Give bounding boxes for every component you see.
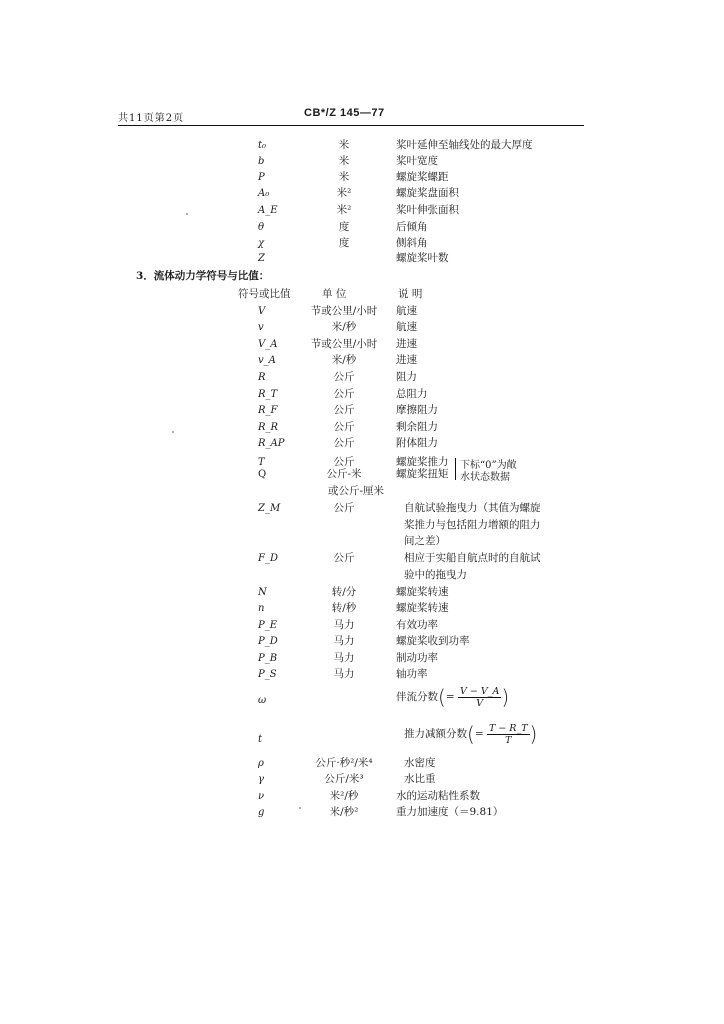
unit: 米² bbox=[336, 204, 352, 216]
symbol-row bbox=[0, 138, 724, 153]
symbol: t bbox=[258, 734, 263, 745]
unit: 米/秒 bbox=[331, 354, 357, 366]
description: 重力加速度（＝9.81） bbox=[396, 806, 504, 818]
paren-open: ( bbox=[467, 722, 475, 746]
description: 进速 bbox=[396, 338, 417, 350]
symbol: N bbox=[258, 587, 267, 598]
unit: 公斤 bbox=[333, 552, 355, 564]
description: 间之差） bbox=[404, 535, 446, 547]
unit: 马力 bbox=[333, 652, 355, 664]
symbol: R_AP bbox=[258, 438, 285, 449]
description: 有效功率 bbox=[396, 619, 438, 631]
column-header-symbol: 符号或比值 bbox=[238, 288, 291, 300]
description: 侧斜角 bbox=[396, 237, 428, 249]
denominator: T bbox=[505, 734, 512, 746]
unit: 公斤 bbox=[333, 456, 355, 468]
description: 剩余阻力 bbox=[396, 421, 438, 433]
symbol: V bbox=[258, 306, 266, 317]
column-header-unit: 单 位 bbox=[322, 288, 347, 300]
unit: 米 bbox=[338, 171, 350, 183]
scan-speck bbox=[172, 431, 174, 433]
brace bbox=[455, 458, 458, 480]
symbol-row bbox=[0, 436, 724, 451]
description: 螺旋桨转速 bbox=[396, 602, 449, 614]
unit: 度 bbox=[338, 221, 350, 233]
formula-label: 伴流分数 bbox=[396, 691, 438, 703]
unit-alt-row bbox=[0, 484, 724, 499]
description: 轴功率 bbox=[396, 668, 428, 680]
description: 制动功率 bbox=[396, 652, 438, 664]
description: 验中的拖曳力 bbox=[404, 569, 467, 581]
description: 螺旋桨收到功率 bbox=[396, 635, 470, 647]
description: 进速 bbox=[396, 354, 417, 366]
symbol-row bbox=[0, 651, 724, 666]
symbol: P bbox=[258, 172, 265, 183]
description: 水比重 bbox=[404, 773, 436, 785]
fraction bbox=[487, 723, 530, 746]
symbol: A_E bbox=[258, 205, 278, 216]
symbol: R bbox=[258, 372, 266, 383]
symbol-row bbox=[0, 601, 724, 616]
symbol-row bbox=[0, 387, 724, 402]
unit: 公斤 bbox=[333, 502, 355, 514]
description-continuation bbox=[0, 518, 724, 533]
description: 后倾角 bbox=[396, 221, 428, 233]
brace-note: 水状态数据 bbox=[460, 472, 510, 483]
scan-speck bbox=[299, 807, 301, 809]
symbol-row-torque bbox=[0, 467, 724, 482]
description: 桨叶宽度 bbox=[396, 155, 438, 167]
symbol: b bbox=[258, 156, 265, 167]
description: 水密度 bbox=[404, 757, 436, 769]
unit: 米²/秒 bbox=[329, 790, 359, 802]
symbol: n bbox=[258, 603, 265, 614]
symbol: R_R bbox=[258, 422, 279, 433]
description-continuation bbox=[0, 568, 724, 583]
unit: 公斤-米 bbox=[326, 468, 362, 480]
fraction bbox=[458, 686, 501, 709]
denominator: V bbox=[476, 697, 484, 709]
paren-close: ) bbox=[501, 685, 510, 709]
paren-open: ( bbox=[438, 685, 446, 709]
unit: 度 bbox=[338, 237, 350, 249]
thrust-deduction-formula bbox=[404, 722, 537, 746]
section-title: 3．流体动力学符号与比值： bbox=[136, 270, 270, 282]
description: 螺旋桨螺距 bbox=[396, 171, 449, 183]
unit: 公斤 bbox=[333, 421, 355, 433]
symbol: ν bbox=[258, 791, 265, 802]
symbol: V_A bbox=[258, 339, 278, 350]
symbol: P_B bbox=[258, 653, 278, 664]
description: 桨叶延伸至轴线处的最大厚度 bbox=[396, 139, 533, 151]
symbol: P_S bbox=[258, 669, 277, 680]
symbol-row-thrust-deduction bbox=[0, 732, 724, 747]
unit: 公斤 bbox=[333, 371, 355, 383]
symbol: T bbox=[258, 457, 265, 468]
symbol: P_E bbox=[258, 620, 278, 631]
unit: 转/分 bbox=[331, 586, 357, 598]
symbol-row bbox=[0, 756, 724, 771]
symbol: Q bbox=[258, 469, 267, 480]
description: 螺旋桨扭矩 bbox=[396, 468, 449, 480]
description: 螺旋桨转速 bbox=[396, 586, 449, 598]
unit: 米² bbox=[336, 187, 352, 199]
description: 螺旋桨推力 bbox=[396, 456, 449, 468]
symbol-row bbox=[0, 220, 724, 235]
description: 螺旋桨盘面积 bbox=[396, 187, 459, 199]
page-number-label: 共11页第2页 bbox=[118, 113, 185, 124]
unit: 公斤 bbox=[333, 388, 355, 400]
symbol: Z_M bbox=[258, 503, 281, 514]
unit: 马力 bbox=[333, 668, 355, 680]
unit: 或公斤-厘米 bbox=[327, 485, 385, 497]
document-code: CB*/Z 145—77 bbox=[304, 107, 385, 119]
description: 总阻力 bbox=[396, 388, 428, 400]
header-rule bbox=[118, 125, 584, 126]
symbol: R_T bbox=[258, 389, 278, 400]
description: 螺旋桨叶数 bbox=[396, 252, 449, 264]
symbol-row bbox=[0, 154, 724, 169]
description-continuation bbox=[0, 534, 724, 549]
page-header bbox=[118, 105, 584, 125]
unit: 公斤 bbox=[333, 437, 355, 449]
unit: 公斤·秒²/米⁴ bbox=[315, 757, 373, 769]
symbol-row bbox=[0, 353, 724, 368]
symbol-row bbox=[0, 420, 724, 435]
symbol: g bbox=[258, 807, 265, 818]
symbol: γ bbox=[258, 774, 264, 785]
symbol: ω bbox=[258, 695, 267, 706]
symbol-row bbox=[0, 236, 724, 251]
symbol-row bbox=[0, 805, 724, 820]
symbol-row bbox=[0, 634, 724, 649]
paren-close: ) bbox=[529, 722, 538, 746]
symbol-row bbox=[0, 618, 724, 633]
symbol: P_D bbox=[258, 636, 278, 647]
symbol-row bbox=[0, 186, 724, 201]
symbol-row bbox=[0, 501, 724, 516]
symbol-row bbox=[0, 370, 724, 385]
unit: 米/秒 bbox=[331, 321, 357, 333]
symbol-row bbox=[0, 772, 724, 787]
column-header-description: 说 明 bbox=[398, 288, 423, 300]
symbol: Z bbox=[258, 253, 265, 264]
symbol-row bbox=[0, 304, 724, 319]
symbol: t₀ bbox=[258, 140, 267, 151]
scan-speck bbox=[186, 213, 188, 215]
wake-formula bbox=[396, 685, 509, 709]
symbol-row-wake bbox=[0, 693, 724, 708]
symbol-row bbox=[0, 320, 724, 335]
symbol-row bbox=[0, 551, 724, 566]
unit: 米 bbox=[338, 139, 350, 151]
description: 阻力 bbox=[396, 371, 417, 383]
brace-note: 下标“0”为敞 bbox=[460, 460, 517, 471]
unit: 节或公里/小时 bbox=[310, 305, 378, 317]
description: 摩擦阻力 bbox=[396, 404, 438, 416]
symbol: A₀ bbox=[258, 188, 270, 199]
symbol-row bbox=[0, 789, 724, 804]
symbol-row bbox=[0, 403, 724, 418]
description: 水的运动粘性系数 bbox=[396, 790, 480, 802]
description: 附体阻力 bbox=[396, 437, 438, 449]
unit: 节或公里/小时 bbox=[310, 338, 378, 350]
description: 航速 bbox=[396, 305, 417, 317]
unit: 马力 bbox=[333, 619, 355, 631]
symbol-row bbox=[0, 667, 724, 682]
description: 桨推力与包括阻力增额的阻力 bbox=[404, 519, 541, 531]
description: 桨叶伸张面积 bbox=[396, 204, 459, 216]
symbol: v_A bbox=[258, 355, 276, 366]
symbol: χ bbox=[258, 238, 265, 249]
symbol-row bbox=[0, 585, 724, 600]
description: 航速 bbox=[396, 321, 417, 333]
description: 相应于实船自航点时的自航试 bbox=[404, 552, 541, 564]
unit: 米/秒² bbox=[329, 806, 359, 818]
symbol-row bbox=[0, 251, 724, 266]
numerator: V − V_A bbox=[459, 685, 500, 697]
symbol: R_F bbox=[258, 405, 278, 416]
symbol: F_D bbox=[258, 553, 278, 564]
symbol: θ bbox=[258, 222, 265, 233]
equals-sign: = bbox=[474, 728, 484, 740]
symbol: ρ bbox=[258, 758, 264, 769]
unit: 公斤/米³ bbox=[324, 773, 364, 785]
symbol-row bbox=[0, 337, 724, 352]
unit: 转/秒 bbox=[331, 602, 357, 614]
unit: 米 bbox=[338, 155, 350, 167]
unit: 马力 bbox=[333, 635, 355, 647]
symbol-row bbox=[0, 170, 724, 185]
equals-sign: = bbox=[445, 691, 455, 703]
numerator: T − R_T bbox=[488, 722, 528, 734]
description: 自航试验拖曳力（其值为螺旋 bbox=[404, 502, 541, 514]
unit: 公斤 bbox=[333, 404, 355, 416]
formula-label: 推力减额分数 bbox=[404, 728, 467, 740]
symbol-row bbox=[0, 203, 724, 218]
symbol: v bbox=[258, 322, 264, 333]
